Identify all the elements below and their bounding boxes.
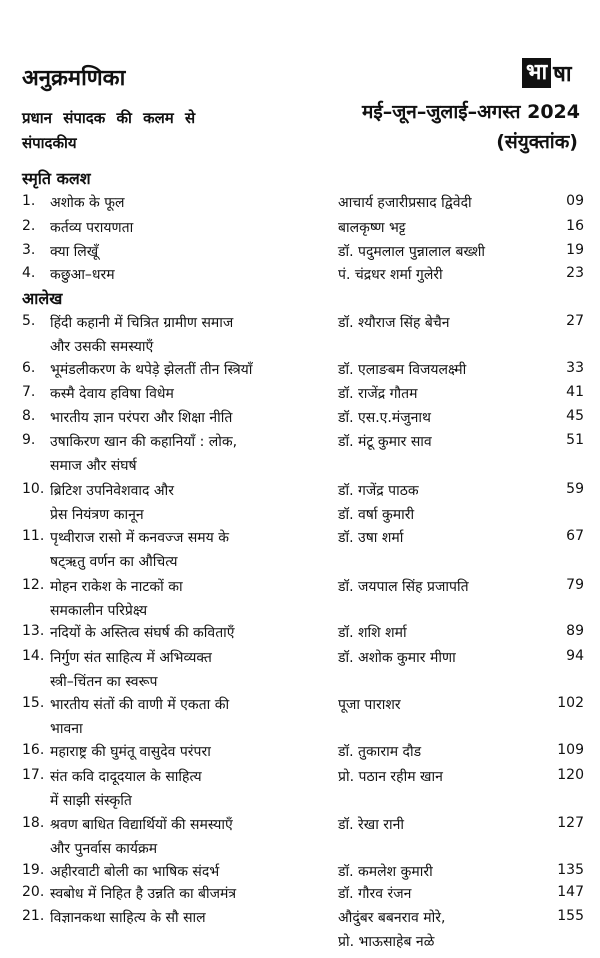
entry-page: 120 (557, 767, 584, 783)
entry-number: 18. (22, 815, 45, 831)
entry-number: 19. (22, 862, 45, 878)
sampadakiya-heading: संपादकीय (22, 134, 77, 152)
entry-page: 127 (557, 815, 584, 831)
entry-title: में साझी संस्कृति (50, 793, 132, 809)
entry-author: डॉ. राजेंद्र गौतम (338, 386, 418, 402)
entry-title: उषाकिरण खान की कहानियाँ : लोक, (50, 434, 238, 450)
entry-number: 16. (22, 742, 45, 758)
toc-entry[interactable] (0, 384, 600, 404)
entry-title: महाराष्ट्र की घुमंतू वासुदेव परंपरा (50, 744, 211, 760)
toc-entry[interactable] (0, 528, 600, 570)
entry-author: डॉ. गौरव रंजन (338, 886, 412, 902)
entry-title: क्या लिखूँ (50, 244, 99, 260)
entry-author: डॉ. जयपाल सिंह प्रजापति (338, 579, 469, 595)
toc-entry[interactable] (0, 815, 600, 857)
entry-title: भावना (50, 721, 83, 737)
entry-title: पृथ्वीराज रासो में कनवज्ज समय के (50, 530, 229, 546)
entry-page: 109 (557, 742, 584, 758)
toc-entry[interactable] (0, 360, 600, 380)
entry-author: डॉ. एस.ए.मंजुनाथ (338, 410, 431, 426)
entry-title: नदियों के अस्तित्व संघर्ष की कविताएँ (50, 625, 235, 641)
entry-page: 59 (566, 481, 584, 497)
toc-entry[interactable] (0, 648, 600, 690)
entry-title: अहीरवाटी बोली का भाषिक संदर्भ (50, 864, 220, 880)
toc-entry[interactable] (0, 313, 600, 355)
toc-entry[interactable] (0, 218, 600, 238)
logo-text: षा (553, 62, 572, 87)
entry-page: 45 (566, 408, 584, 424)
entry-number: 20. (22, 884, 45, 900)
toc-entry[interactable] (0, 623, 600, 643)
entry-number: 2. (22, 218, 36, 234)
entry-page: 135 (557, 862, 584, 878)
entry-author: डॉ. कमलेश कुमारी (338, 864, 433, 880)
toc-entry[interactable] (0, 742, 600, 762)
toc-entry[interactable] (0, 193, 600, 213)
entry-title: भूमंडलीकरण के थपेड़े झेलतीं तीन स्त्रियाँ (50, 362, 253, 378)
toc-entry[interactable] (0, 767, 600, 809)
entry-title: कर्तव्य परायणता (50, 220, 134, 236)
entry-title: स्त्री–चिंतन का स्वरूप (50, 674, 158, 690)
entry-author: डॉ. रेखा रानी (338, 817, 405, 833)
entry-author: डॉ. उषा शर्मा (338, 530, 404, 546)
entry-title: समकालीन परिप्रेक्ष्य (50, 603, 148, 619)
entry-title: स्वबोध में निहित है उन्नति का बीजमंत्र (50, 886, 237, 902)
entry-title: प्रेस नियंत्रण कानून (50, 507, 144, 523)
toc-title: अनुक्रमणिका (22, 66, 126, 91)
entry-author: प्रो. भाऊसाहेब नळे (338, 934, 435, 950)
entry-title: षट्ऋतु वर्णन का औचित्य (50, 554, 178, 570)
editor-note-heading: प्रधान संपादक की कलम से (22, 109, 196, 127)
entry-page: 155 (557, 908, 584, 924)
entry-title: हिंदी कहानी में चित्रित ग्रामीण समाज (50, 315, 234, 331)
entry-title: भारतीय संतों की वाणी में एकता की (50, 697, 230, 713)
logo-box: भा (522, 58, 551, 88)
toc-entry[interactable] (0, 862, 600, 882)
entry-page: 23 (566, 265, 584, 281)
entry-page: 94 (566, 648, 584, 664)
entry-number: 15. (22, 695, 45, 711)
entry-number: 8. (22, 408, 36, 424)
toc-entry[interactable] (0, 242, 600, 262)
entry-author: औदुंबर बबनराव मोरे, (338, 910, 446, 926)
toc-entry[interactable] (0, 481, 600, 523)
entry-title: संत कवि दादूदयाल के साहित्य (50, 769, 202, 785)
entry-number: 7. (22, 384, 36, 400)
entry-title: अशोक के फूल (50, 195, 125, 211)
entry-number: 13. (22, 623, 45, 639)
entry-title: श्रवण बाधित विद्यार्थियों की समस्याएँ (50, 817, 233, 833)
toc-entry[interactable] (0, 432, 600, 474)
entry-author: डॉ. मंटू कुमार साव (338, 434, 432, 450)
entry-page: 41 (566, 384, 584, 400)
entry-number: 14. (22, 648, 45, 664)
magazine-logo (522, 58, 572, 88)
entry-title: समाज और संघर्ष (50, 458, 137, 474)
entry-number: 3. (22, 242, 36, 258)
entry-number: 5. (22, 313, 36, 329)
entry-author: डॉ. वर्षा कुमारी (338, 507, 415, 523)
entry-author: डॉ. श्यौराज सिंह बेचैन (338, 315, 450, 331)
entry-page: 67 (566, 528, 584, 544)
toc-entry[interactable] (0, 884, 600, 904)
entry-author: डॉ. एलाङबम विजयलक्ष्मी (338, 362, 467, 378)
entry-title: भारतीय ज्ञान परंपरा और शिक्षा नीति (50, 410, 233, 426)
entry-number: 21. (22, 908, 45, 924)
section-smriti-kalash: स्मृति कलश (22, 169, 91, 188)
entry-number: 4. (22, 265, 36, 281)
entry-author: डॉ. शशि शर्मा (338, 625, 407, 641)
entry-page: 147 (557, 884, 584, 900)
toc-entry[interactable] (0, 577, 600, 619)
entry-author: बालकृष्ण भट्ट (338, 220, 406, 236)
entry-author: पूजा पाराशर (338, 697, 401, 713)
entry-page: 27 (566, 313, 584, 329)
entry-author: प्रो. पठान रहीम खान (338, 769, 443, 785)
issue-type: (संयुक्तांक) (496, 131, 578, 153)
entry-title: निर्गुण संत साहित्य में अभिव्यक्त (50, 650, 212, 666)
entry-title: विज्ञानकथा साहित्य के सौ साल (50, 910, 206, 926)
toc-entry[interactable] (0, 408, 600, 428)
entry-title: कछुआ–धरम (50, 267, 115, 283)
toc-entry[interactable] (0, 908, 600, 950)
entry-author: डॉ. अशोक कुमार मीणा (338, 650, 456, 666)
entry-number: 9. (22, 432, 36, 448)
entry-author: पं. चंद्रधर शर्मा गुलेरी (338, 267, 443, 283)
entry-page: 19 (566, 242, 584, 258)
entry-author: डॉ. तुकाराम दौड (338, 744, 422, 760)
issue-date: मई–जून–जुलाई–अगस्त 2024 (362, 101, 580, 123)
entry-title: कस्मै देवाय हविषा विधेम (50, 386, 174, 402)
section-alekh: आलेख (22, 289, 63, 308)
entry-author: डॉ. गजेंद्र पाठक (338, 483, 419, 499)
toc-entry[interactable] (0, 695, 600, 737)
entry-number: 17. (22, 767, 45, 783)
entry-page: 33 (566, 360, 584, 376)
toc-entry[interactable] (0, 265, 600, 285)
entry-title: और उसकी समस्याएँ (50, 339, 154, 355)
entry-author: आचार्य हजारीप्रसाद द्विवेदी (338, 195, 472, 211)
entry-title: और पुनर्वास कार्यक्रम (50, 841, 158, 857)
entry-page: 16 (566, 218, 584, 234)
entry-number: 1. (22, 193, 36, 209)
entry-number: 12. (22, 577, 45, 593)
entry-title: ब्रिटिश उपनिवेशवाद और (50, 483, 174, 499)
entry-page: 89 (566, 623, 584, 639)
entry-title: मोहन राकेश के नाटकों का (50, 579, 183, 595)
entry-number: 6. (22, 360, 36, 376)
entry-number: 10. (22, 481, 45, 497)
entry-number: 11. (22, 528, 45, 544)
entry-page: 51 (566, 432, 584, 448)
entry-page: 102 (557, 695, 584, 711)
entry-author: डॉ. पदुमलाल पुन्नालाल बख्शी (338, 244, 485, 260)
entry-page: 09 (566, 193, 584, 209)
entry-page: 79 (566, 577, 584, 593)
